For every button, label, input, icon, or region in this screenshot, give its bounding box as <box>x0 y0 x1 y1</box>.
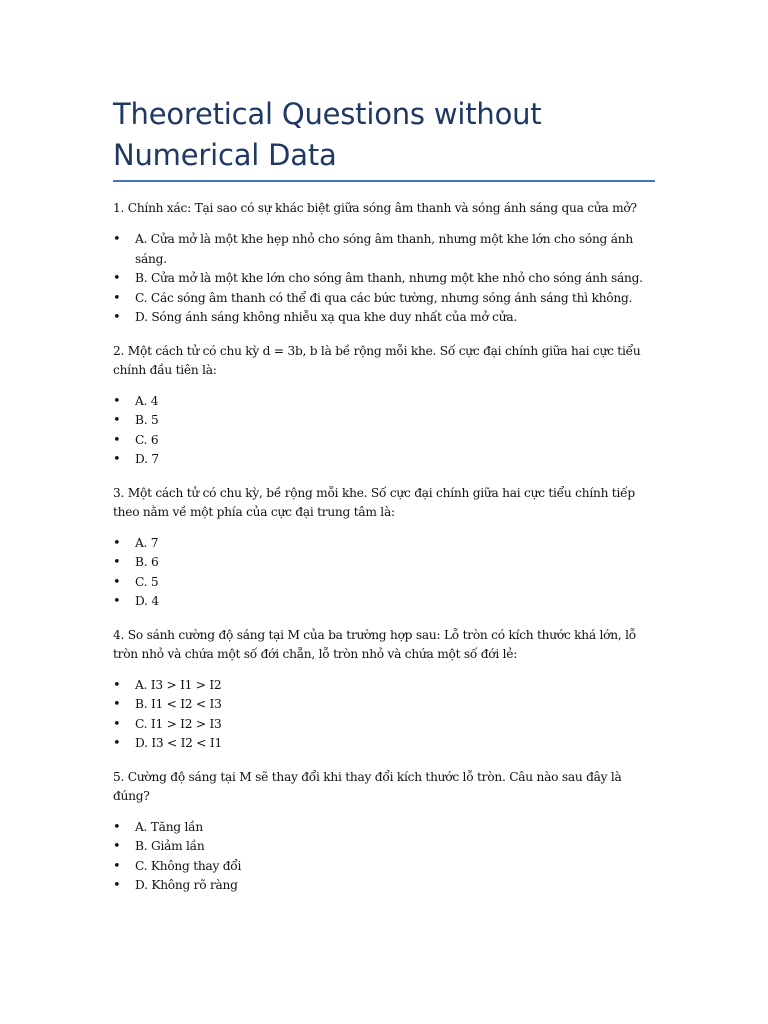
option-text: A. 7 <box>135 535 159 550</box>
option-item <box>113 289 658 309</box>
bullet-icon: • <box>113 677 121 693</box>
option-list <box>113 392 658 470</box>
bullet-icon: • <box>113 716 121 732</box>
bullet-icon: • <box>113 452 121 467</box>
bullet-icon: • <box>113 271 121 286</box>
option-item <box>113 592 658 612</box>
question-2 <box>113 342 658 470</box>
question-text: 5. Cường độ sáng tại M sẽ thay đổi khi thay đổi kích thước lỗ tròn. Câu nào sau đây là đúng? <box>113 769 622 803</box>
option-item <box>113 392 658 412</box>
option-item <box>113 230 658 269</box>
option-item <box>113 695 658 715</box>
option-text: C. 5 <box>135 574 159 589</box>
option-item <box>113 676 658 696</box>
option-text: B. I1 < I2 < I3 <box>135 697 222 711</box>
option-item <box>113 876 658 896</box>
bullet-icon: • <box>113 858 121 874</box>
question-5 <box>113 768 658 896</box>
page-title: Theoretical Questions without Numerical Data <box>113 97 542 172</box>
option-item <box>113 431 658 451</box>
bullet-icon: • <box>113 413 121 428</box>
option-text: B. Cửa mở là một khe lớn cho sóng âm thanh, nhưng một khe nhỏ cho sóng ánh sáng. <box>135 271 643 285</box>
bullet-icon: • <box>113 535 121 551</box>
question-text: 4. So sánh cường độ sáng tại M của ba trường hợp sau: Lỗ tròn có kích thước khá lớn, lỗ tròn nhỏ và chứa một số đới chẵn, lỗ tròn nhỏ và chứa một số đới lẻ: <box>113 627 636 661</box>
option-item <box>113 734 658 754</box>
option-list <box>113 534 658 612</box>
question-text: 1. Chính xác: Tại sao có sự khác biệt giữa sóng âm thanh và sóng ánh sáng qua cửa mở? <box>113 201 637 215</box>
question-3 <box>113 484 658 612</box>
question-text: 2. Một cách tử có chu kỳ d = 3b, b là bề rộng mỗi khe. Số cực đại chính giữa hai cực tiểu chính đầu tiên là: <box>113 343 641 377</box>
title-underline <box>113 180 655 182</box>
option-text: D. Không rõ ràng <box>135 878 238 892</box>
bullet-icon: • <box>113 555 121 570</box>
option-text: D. 7 <box>135 452 159 466</box>
option-text: B. 6 <box>135 555 159 569</box>
option-text: C. Các sóng âm thanh có thể đi qua các bức tường, nhưng sóng ánh sáng thì không. <box>135 290 633 305</box>
option-item <box>113 857 658 877</box>
option-text: B. 5 <box>135 413 159 427</box>
bullet-icon: • <box>113 574 121 590</box>
option-item <box>113 715 658 735</box>
option-text: C. Không thay đổi <box>135 858 242 873</box>
question-list <box>113 199 658 910</box>
bullet-icon: • <box>113 819 121 835</box>
option-list <box>113 230 658 328</box>
bullet-icon: • <box>113 839 121 854</box>
option-list <box>113 818 658 896</box>
question-4 <box>113 626 658 754</box>
option-text: A. I3 > I1 > I2 <box>135 677 222 692</box>
question-text: 3. Một cách tử có chu kỳ, bề rộng mỗi khe. Số cực đại chính giữa hai cực tiểu chính tiếp theo nằm về một phía của cực đại trung tâm là: <box>113 485 635 519</box>
option-item <box>113 837 658 857</box>
option-text: D. 4 <box>135 594 159 608</box>
option-item <box>113 411 658 431</box>
bullet-icon: • <box>113 393 121 409</box>
option-item <box>113 308 658 328</box>
bullet-icon: • <box>113 594 121 609</box>
option-text: A. 4 <box>135 393 159 408</box>
option-text: D. Sóng ánh sáng không nhiễu xạ qua khe duy nhất của mở cửa. <box>135 310 517 324</box>
option-item <box>113 818 658 838</box>
bullet-icon: • <box>113 290 121 306</box>
bullet-icon: • <box>113 736 121 751</box>
option-text: A. Tăng lần <box>135 819 203 834</box>
option-item <box>113 553 658 573</box>
option-text: A. Cửa mở là một khe hẹp nhỏ cho sóng âm thanh, nhưng một khe lớn cho sóng ánh sáng. <box>135 232 633 266</box>
option-text: D. I3 < I2 < I1 <box>135 736 222 750</box>
option-text: B. Giảm lần <box>135 839 205 853</box>
option-text: C. 6 <box>135 432 159 447</box>
option-item <box>113 269 658 289</box>
option-item <box>113 450 658 470</box>
bullet-icon: • <box>113 232 121 247</box>
bullet-icon: • <box>113 878 121 893</box>
option-item <box>113 534 658 554</box>
bullet-icon: • <box>113 310 121 325</box>
option-item <box>113 573 658 593</box>
bullet-icon: • <box>113 432 121 448</box>
question-1 <box>113 199 658 328</box>
option-text: C. I1 > I2 > I3 <box>135 716 222 731</box>
option-list <box>113 676 658 754</box>
bullet-icon: • <box>113 697 121 712</box>
